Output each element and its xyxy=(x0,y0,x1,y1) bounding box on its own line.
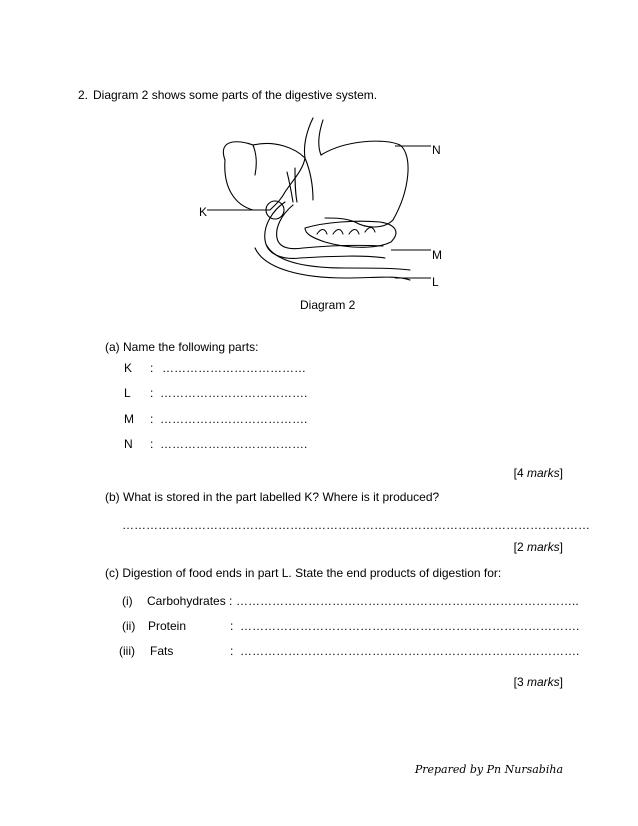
label-n: N xyxy=(432,143,441,157)
item-ii-number: (ii) xyxy=(122,619,136,633)
row-m-letter: M xyxy=(124,412,134,426)
row-k-answer-line[interactable]: ……………………………… xyxy=(162,361,306,375)
liver-lobe-fold xyxy=(253,145,256,175)
row-l-answer-line[interactable]: ………………………………. xyxy=(160,386,308,400)
question-text: Diagram 2 shows some parts of the digestive system. xyxy=(93,88,378,102)
question-number: 2. xyxy=(78,88,89,102)
row-k-letter: K xyxy=(124,361,133,375)
oesophagus xyxy=(304,118,313,158)
item-i-number: (i) xyxy=(122,594,133,608)
item-ii-sep: : xyxy=(230,619,234,633)
label-m: M xyxy=(432,248,442,262)
row-n-sep: : xyxy=(150,437,154,451)
item-i-answer-line[interactable]: ………………………………………………………………………….. xyxy=(236,594,579,608)
item-iii-sep: : xyxy=(230,644,234,658)
part-b-prompt: (b) What is stored in the part labelled K? Where is it produced? xyxy=(105,490,440,504)
diagram-caption: Diagram 2 xyxy=(300,298,356,312)
part-a-marks: [4 marks] xyxy=(513,466,563,480)
row-m-answer-line[interactable]: ………………………………. xyxy=(160,412,308,426)
item-iii-answer-line[interactable]: …………………………………………………………………………. xyxy=(240,644,580,658)
digestive-system-diagram xyxy=(195,110,455,300)
part-c-prompt: (c) Digestion of food ends in part L. State the end products of digestion for: xyxy=(105,566,502,580)
footer-signature: Prepared by Pn Nursabiha xyxy=(414,763,563,776)
row-n-letter: N xyxy=(124,437,133,451)
part-b-marks: [2 marks] xyxy=(513,540,563,554)
item-ii-answer-line[interactable]: …………………………………………………………………………. xyxy=(240,619,580,633)
small-intestine xyxy=(255,248,410,280)
part-c-marks: [3 marks] xyxy=(513,675,563,689)
label-l: L xyxy=(432,275,439,289)
item-ii-label: Protein xyxy=(148,619,187,633)
row-m-sep: : xyxy=(150,412,154,426)
label-k: K xyxy=(199,205,208,219)
row-l-sep: : xyxy=(150,386,154,400)
item-i-label: Carbohydrates : xyxy=(147,594,233,608)
row-k-sep: : xyxy=(150,361,154,375)
row-n-answer-line[interactable]: ………………………………. xyxy=(160,437,308,451)
part-b-answer-line[interactable]: ……………………………………………………………………………………………………… xyxy=(122,518,590,532)
stomach-outline xyxy=(321,141,408,227)
item-iii-number: (iii) xyxy=(119,644,135,658)
pancreas xyxy=(305,221,396,247)
item-iii-label: Fats xyxy=(150,644,174,658)
part-a-prompt: (a) Name the following parts: xyxy=(105,340,259,354)
row-l-letter: L xyxy=(124,386,131,400)
